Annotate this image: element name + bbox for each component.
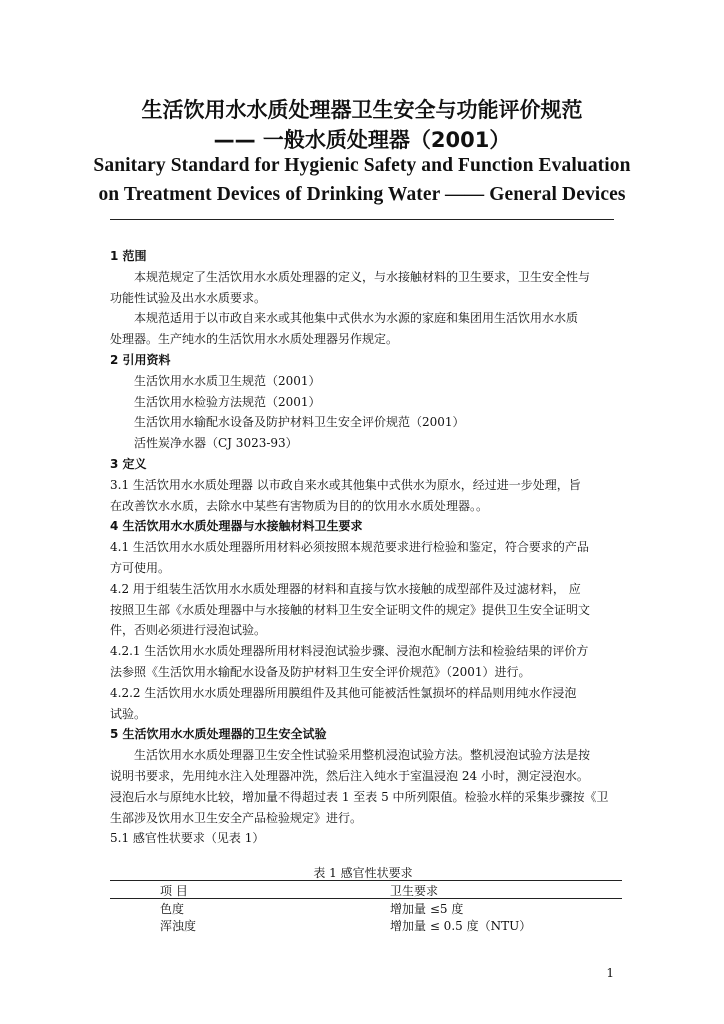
paragraph-line: 4.1 生活饮用水水质处理器所用材料必须按照本规范要求进行检验和鉴定，符合要求的产品	[110, 540, 589, 555]
reference-item: 生活饮用水输配水设备及防护材料卫生安全评价规范（2001）	[134, 415, 465, 430]
paragraph-line: 功能性试验及出水水质要求。	[110, 290, 267, 305]
table-cell-requirement: 增加量 ≤ 0.5 度（NTU）	[390, 919, 532, 933]
reference-item: 生活饮用水水质卫生规范（2001）	[134, 373, 321, 388]
table-cell-item: 色度	[160, 902, 185, 916]
paragraph-line: 件，否则必须进行浸泡试验。	[110, 623, 267, 638]
document-subtitle: —— 一般水质处理器（2001）	[213, 128, 511, 152]
table-cell-requirement: 增加量 ≤5 度	[390, 902, 464, 916]
table-1-caption: 表 1 感官性状要求	[313, 866, 413, 880]
paragraph-line: 4.2.2 生活饮用水水质处理器所用膜组件及其他可能被活性氯损坏的样品则用纯水作浸泡	[110, 685, 577, 700]
paragraph-line: 按照卫生部《水质处理器中与水接触的材料卫生安全证明文件的规定》提供卫生安全证明文	[110, 602, 591, 617]
paragraph-line: 试验。	[110, 706, 147, 721]
paragraph-line: 本规范适用于以市政自来水或其他集中式供水为水源的家庭和集团用生活饮用水水质	[134, 311, 579, 326]
section-3-heading: 3 定义	[110, 456, 147, 471]
paragraph-line: 3.1 生活饮用水水质处理器 以市政自来水或其他集中式供水为原水，经过进一步处理，旨	[110, 477, 581, 492]
paragraph-line: 生活饮用水水质处理器卫生安全性试验采用整机浸泡试验方法。整机浸泡试验方法是按	[134, 748, 591, 763]
section-1-heading: 1 范围	[110, 249, 147, 263]
paragraph-line: 浸泡后水与原纯水比较，增加量不得超过表 1 至表 5 中所列限值。检验水样的采集步骤按《卫	[110, 789, 609, 804]
subsection-5-1: 5.1 感官性状要求（见表 1）	[110, 831, 265, 846]
paragraph-line: 法参照《生活饮用水输配水设备及防护材料卫生安全评价规范》（2001）进行。	[110, 664, 531, 679]
table-cell-item: 浑浊度	[160, 919, 197, 933]
paragraph-line: 本规范规定了生活饮用水水质处理器的定义，与水接触材料的卫生要求，卫生安全性与	[134, 269, 591, 284]
table-top-rule	[110, 880, 622, 881]
section-4-heading: 4 生活饮用水水质处理器与水接触材料卫生要求	[110, 519, 363, 534]
reference-item: 生活饮用水检验方法规范（2001）	[134, 394, 321, 409]
table-header-item: 项 目	[160, 884, 188, 898]
page-number: 1	[606, 966, 614, 980]
paragraph-line: 生部涉及饮用水卫生安全产品检验规定》进行。	[110, 810, 363, 825]
paragraph-line: 4.2.1 生活饮用水水质处理器所用材料浸泡试验步骤、浸泡水配制方法和检验结果的评价方	[110, 644, 589, 659]
paragraph-line: 方可使用。	[110, 560, 171, 575]
english-title-line2: on Treatment Devices of Drinking Water —— General Devices	[98, 184, 626, 205]
table-header-rule	[110, 898, 622, 899]
reference-item: 活性炭净水器（CJ 3023-93）	[134, 436, 298, 451]
title-divider	[110, 219, 614, 220]
paragraph-line: 在改善饮水水质，去除水中某些有害物质为目的的饮用水水质处理器。。	[110, 498, 489, 513]
paragraph-line: 4.2 用于组装生活饮用水水质处理器的材料和直接与饮水接触的成型部件及过滤材料， 应	[110, 581, 581, 596]
paragraph-line: 说明书要求，先用纯水注入处理器冲洗，然后注入纯水于室温浸泡 24 小时，测定浸泡水。	[110, 768, 589, 783]
document-title: 生活饮用水水质处理器卫生安全与功能评价规范	[141, 98, 583, 122]
english-title-line1: Sanitary Standard for Hygienic Safety and Function Evaluation	[93, 155, 631, 176]
section-5-heading: 5 生活饮用水水质处理器的卫生安全试验	[110, 727, 327, 742]
document-body	[110, 246, 616, 849]
section-2-heading: 2 引用资料	[110, 352, 171, 367]
paragraph-line: 处理器。生产纯水的生活饮用水水质处理器另作规定。	[110, 332, 399, 347]
table-header-requirement: 卫生要求	[390, 884, 439, 898]
